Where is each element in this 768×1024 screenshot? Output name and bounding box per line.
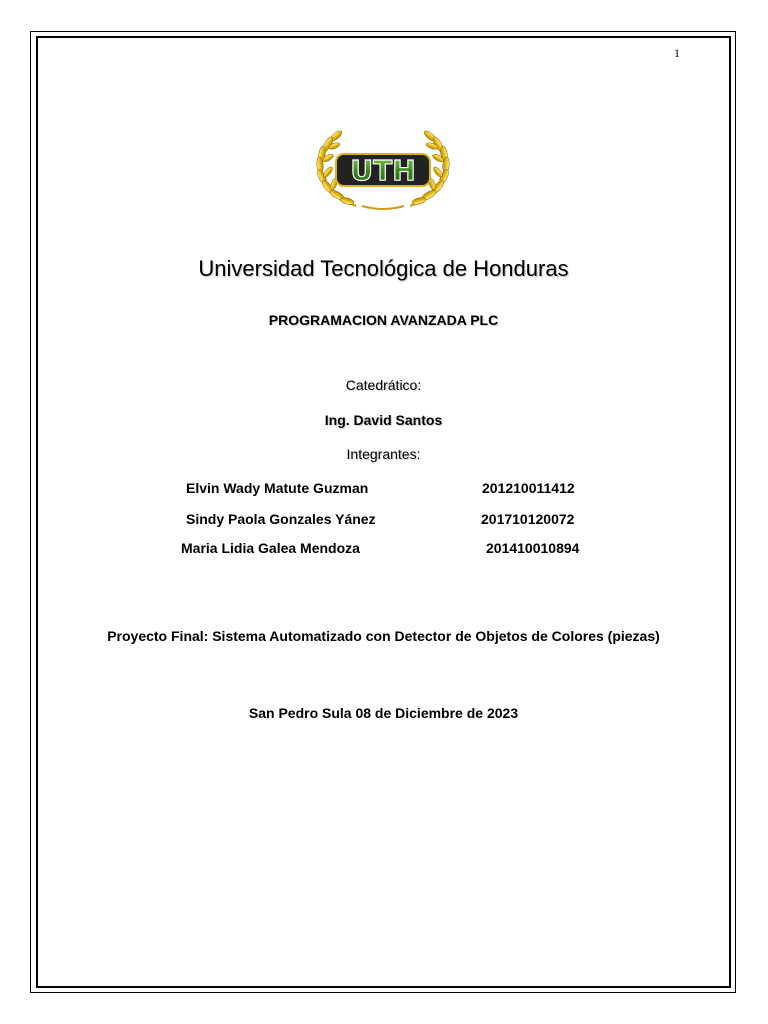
page-number: 1 bbox=[674, 46, 680, 60]
member-name: Maria Lidia Galea Mendoza bbox=[181, 540, 360, 556]
place-date: San Pedro Sula 08 de Diciembre de 2023 bbox=[248, 705, 519, 721]
integrantes-label: Integrantes: bbox=[346, 446, 421, 462]
catedratico-label: Catedrático: bbox=[345, 377, 422, 393]
member-name: Sindy Paola Gonzales Yánez bbox=[186, 511, 376, 527]
member-id: 201410010894 bbox=[486, 540, 580, 556]
catedratico-name: Ing. David Santos bbox=[324, 412, 443, 428]
university-title: Universidad Tecnológica de Honduras bbox=[198, 256, 569, 281]
member-id: 201710120072 bbox=[481, 511, 575, 527]
member-id: 201210011412 bbox=[482, 480, 575, 496]
svg-text:UTH: UTH bbox=[350, 154, 416, 187]
uth-logo bbox=[310, 126, 456, 212]
member-name: Elvin Wady Matute Guzman bbox=[186, 480, 369, 496]
course-title: PROGRAMACION AVANZADA PLC bbox=[268, 312, 499, 328]
project-title: Proyecto Final: Sistema Automatizado con Detector de Objetos de Colores (piezas) bbox=[107, 628, 660, 644]
laurel-wreath-logo-icon bbox=[310, 126, 456, 212]
